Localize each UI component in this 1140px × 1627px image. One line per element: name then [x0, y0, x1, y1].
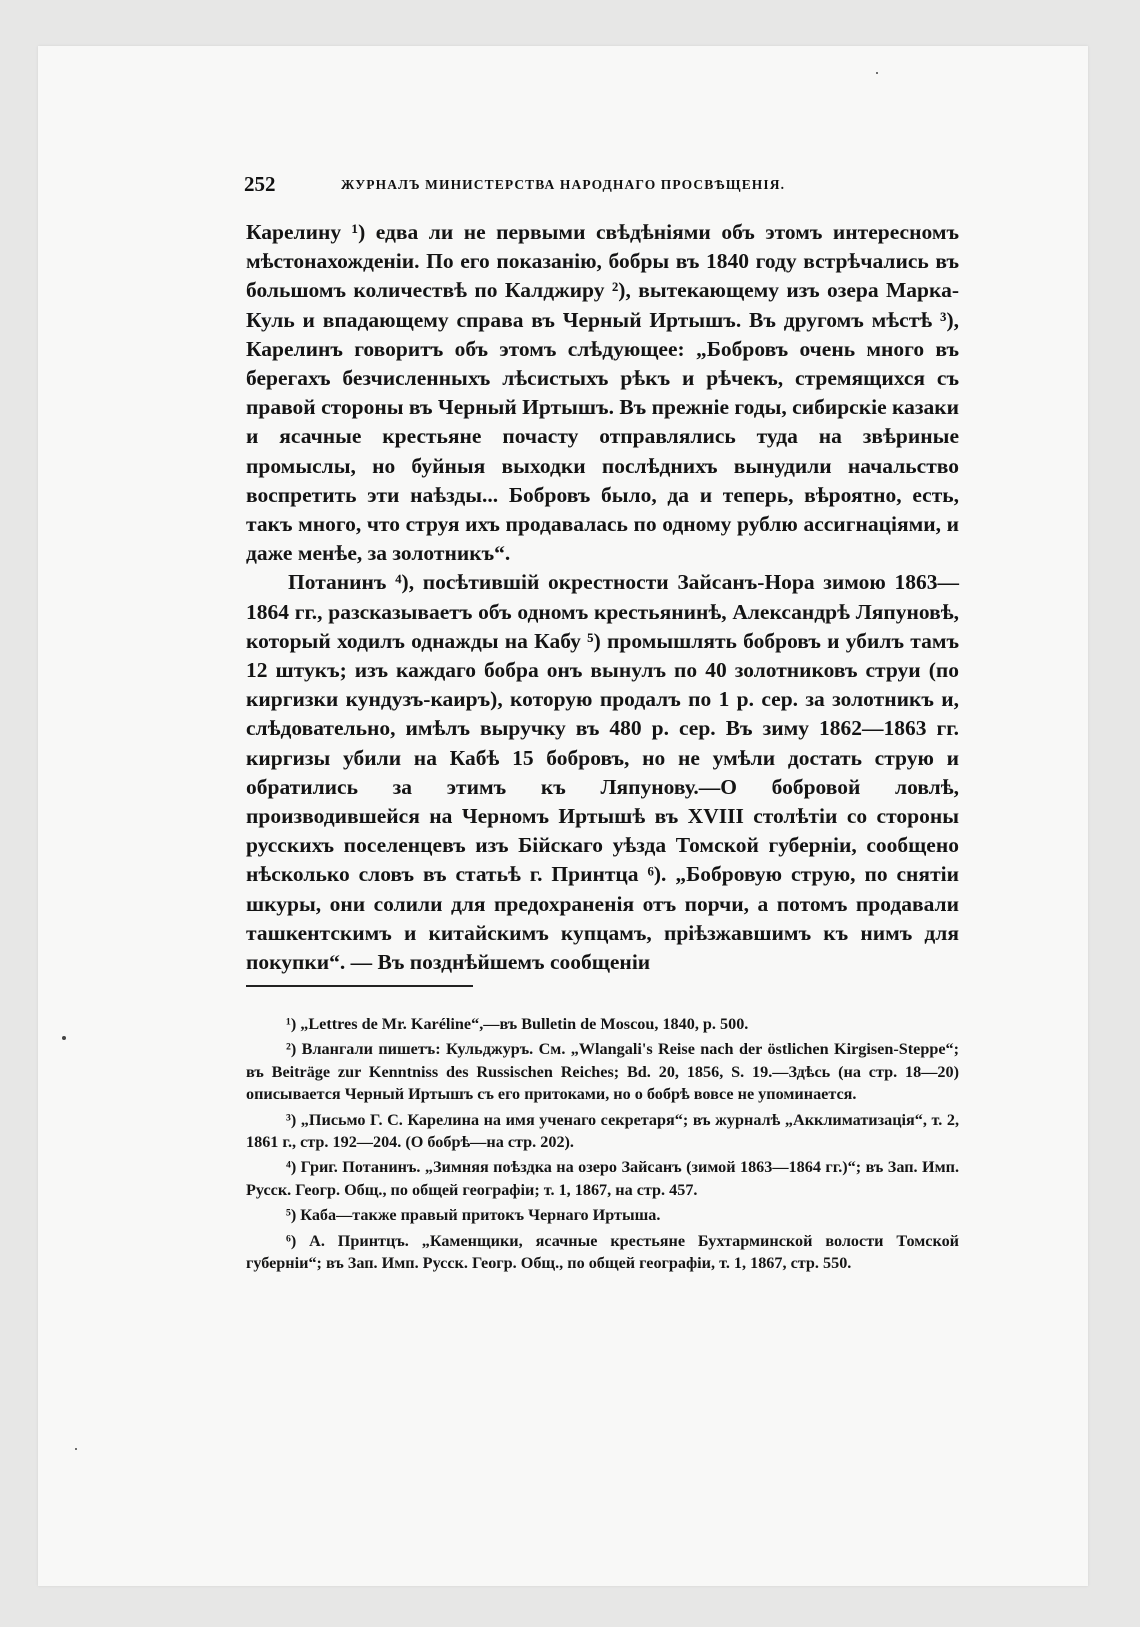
footnote-3: ³) „Письмо Г. С. Карелина на имя ученаго секретаря“; въ журналѣ „Акклиматизація“, т. 2, 1861 г., стр. 192—204. (О бобрѣ—на стр. 202). [246, 1110, 959, 1152]
footnote-separator [246, 985, 473, 987]
footnote-6: ⁶) А. Принтцъ. „Каменщики, ясачные крестьяне Бухтарминской волости Томской губерніи“; въ Зап. Имп. Русск. Геогр. Общ., по общей географіи, т. 1, 1867, стр. 550. [246, 1231, 959, 1273]
running-title: ЖУРНАЛЪ МИНИСТЕРСТВА НАРОДНАГО ПРОСВѢЩЕНІЯ. [341, 177, 786, 192]
scan-speck [75, 1448, 77, 1450]
footnote-5: ⁵) Каба—также правый притокъ Чернаго Иртыша. [286, 1206, 661, 1225]
page-number: 252 [244, 172, 276, 196]
paragraph-1: Карелину ¹) едва ли не первыми свѣдѣніями объ этомъ интересномъ мѣстонахожденіи. По его показанію, бобры въ 1840 году встрѣчались въ большомъ количествѣ по Калджиру ²), вытекающему изъ озера Марка-Куль и впадающему справа въ Черный Иртышъ. Въ другомъ мѣстѣ ³), Карелинъ говоритъ объ этомъ слѣдующее: „Бобровъ очень много въ берегахъ безчисленныхъ лѣсистыхъ рѣкъ и рѣчекъ, стремящихся съ правой стороны въ Черный Иртышъ. Въ прежніе годы, сибирскіе казаки и ясачные крестьяне почасту отправлялись туда на звѣриные промыслы, но буйныя выходки послѣднихъ вынудили начальство воспретить эти наѣзды... Бобровъ было, да и теперь, вѣроятно, есть, такъ много, что струя ихъ продавалась по одному рублю ассигнаціями, и даже менѣе, за золотникъ“. [246, 220, 959, 566]
paragraph-2: Потанинъ ⁴), посѣтившій окрестности Зайсанъ-Нора зимою 1863—1864 гг., разсказываетъ объ одномъ крестьянинѣ, Александрѣ Ляпуновѣ, который ходилъ однажды на Кабу ⁵) промышлять бобровъ и убилъ тамъ 12 штукъ; изъ каждаго бобра онъ вынулъ по 40 золотниковъ струи (по киргизки кундузъ-каиръ), которую продалъ по 1 р. сер. за золотникъ и, слѣдовательно, имѣлъ выручку въ 480 р. сер. Въ зиму 1862—1863 гг. киргизы убили на Кабѣ 15 бобровъ, но не умѣли достать струю и обратились за этимъ къ Ляпунову.—О бобровой ловлѣ, производившейся на Черномъ Иртышѣ въ XVIII столѣтіи со стороны русскихъ поселенцевъ изъ Бійскаго уѣзда Томской губерніи, сообщено нѣсколько словъ въ статьѣ г. Принтца ⁶). „Бобровую струю, по снятіи шкуры, они солили для предохраненія отъ порчи, а потомъ продавали ташкентскимъ и китайскимъ купцамъ, пріѣзжавшимъ къ нимъ для покупки“. — Въ позднѣйшемъ сообщеніи [246, 570, 959, 975]
scan-speck [876, 72, 878, 74]
scan-speck [62, 1036, 66, 1040]
footnote-2: ²) Влангали пишетъ: Кульджуръ. См. „Wlangali's Reise nach der östlichen Kirgisen-Steppe“; въ Beiträge zur Kenntniss des Russischen Reiches; Bd. 20, 1856, S. 19.—Здѣсь (на стр. 18—20) описывается Черный Иртышъ съ его притоками, но о бобрѣ вовсе не упоминается. [246, 1040, 959, 1104]
footnotes [246, 1013, 959, 1277]
page-header [244, 172, 974, 202]
main-text [246, 218, 959, 977]
footnote-4: ⁴) Григ. Потанинъ. „Зимняя поѣздка на озеро Зайсанъ (зимой 1863—1864 гг.)“; въ Зап. Имп. Русск. Геогр. Общ., по общей географіи; т. 1, 1867, на стр. 457. [246, 1158, 959, 1199]
footnote-1: ¹) „Lettres de Mr. Karéline“,—въ Bulletin de Moscou, 1840, p. 500. [286, 1015, 749, 1033]
